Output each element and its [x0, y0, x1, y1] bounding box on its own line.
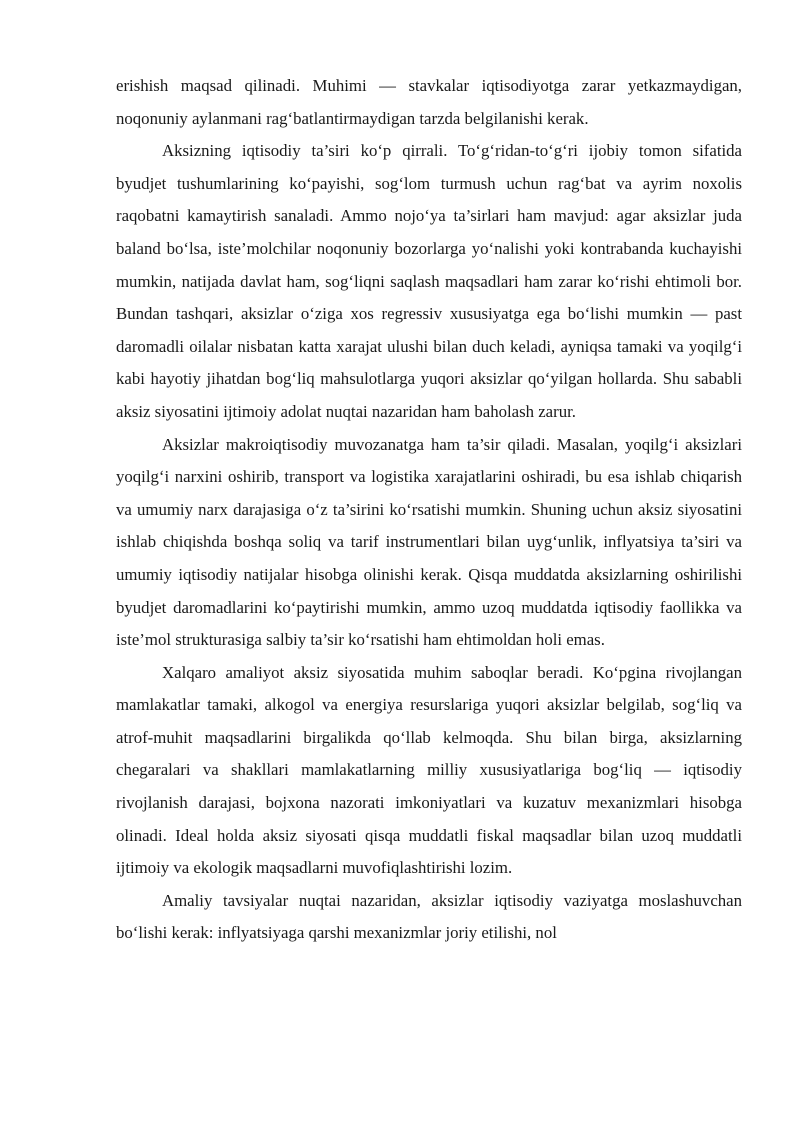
paragraph-practical-recommendations: Amaliy tavsiyalar nuqtai nazaridan, aksizlar iqtisodiy vaziyatga moslashuvchan bo‘lishi kerak: inflyatsiyaga qarshi mexanizmlar joriy etilishi, nol: [116, 890, 742, 943]
paragraph-macroeconomic-balance: Aksizlar makroiqtisodiy muvozanatga ham ta’sir qiladi. Masalan, yoqilg‘i aksizlari yoqilg‘i narxini oshirib, transport va logistika xarajatlarini oshiradi, bu esa ishlab chiqarish va umumiy narx darajasiga o‘z ta’sirini ko‘rsatishi mumkin. Shuning uchun aksiz siyosatini ishlab chiqishda boshqa soliq va tarif instrumentlari bilan uyg‘unlik, inflyatsiya ta’siri va umumiy iqtisodiy natijalar hisobga olinishi kerak. Qisqa muddatda aksizlarning oshirilishi byudjet daromadlarini ko‘paytirishi mumkin, ammo uzoq muddatda iqtisodiy faollikka va iste’mol strukturasiga salbiy ta’sir ko‘rsatishi ham ehtimoldan holi emas.: [116, 434, 742, 650]
paragraph-excise-economic-impact: Aksizning iqtisodiy ta’siri ko‘p qirrali. To‘g‘ridan-to‘g‘ri ijobiy tomon sifatida byudjet tushumlarining ko‘payishi, sog‘lom turmush uchun rag‘bat va ayrim noxolis raqobatni kamaytirish sanaladi. Ammo nojo‘ya ta’sirlari ham mavjud: agar aksizlar juda baland bo‘lsa, iste’molchilar noqonuniy bozorlarga yo‘nalishi yoki kontrabanda kuchayishi mumkin, natijada davlat ham, sog‘liqni saqlash maqsadlari ham zarar ko‘rishi ehtimoli bor. Bundan tashqari, aksizlar o‘ziga xos regressiv xususiyatga ega bo‘lishi mumkin — past daromadli oilalar nisbatan katta xarajat ulushi bilan duch keladi, ayniqsa tamaki va yoqilg‘i kabi hayotiy jihatdan bog‘liq mahsulotlarga yuqori aksizlar qo‘yilgan hollarda. Shu sababli aksiz siyosatini ijtimoiy adolat nuqtai nazaridan ham baholash zarur.: [116, 141, 742, 421]
paragraph-continuation: erishish maqsad qilinadi. Muhimi — stavkalar iqtisodiyotga zarar yetkazmaydigan, noqonuniy aylanmani rag‘batlantirmaydigan tarzda belgilanishi kerak.: [116, 76, 742, 128]
paragraph-international-practice: Xalqaro amaliyot aksiz siyosatida muhim saboqlar beradi. Ko‘pgina rivojlangan mamlakatlar tamaki, alkogol va energiya resurslariga yuqori aksizlar belgilab, sog‘liq va atrof-muhit maqsadlarini birgalikda qo‘llab kelmoqda. Shu bilan birga, aksizlarning chegaralari va shakllari mamlakatlarning milliy xususiyatlariga bog‘liq — iqtisodiy rivojlanish darajasi, bojxona nazorati imkoniyatlari va kuzatuv mexanizmlari hisobga olinadi. Ideal holda aksiz siyosati qisqa muddatli fiskal maqsadlar bilan uzoq muddatli ijtimoiy va ekologik maqsadlarni muvofiqlashtirishi lozim.: [116, 662, 742, 878]
document-body: [116, 70, 742, 950]
